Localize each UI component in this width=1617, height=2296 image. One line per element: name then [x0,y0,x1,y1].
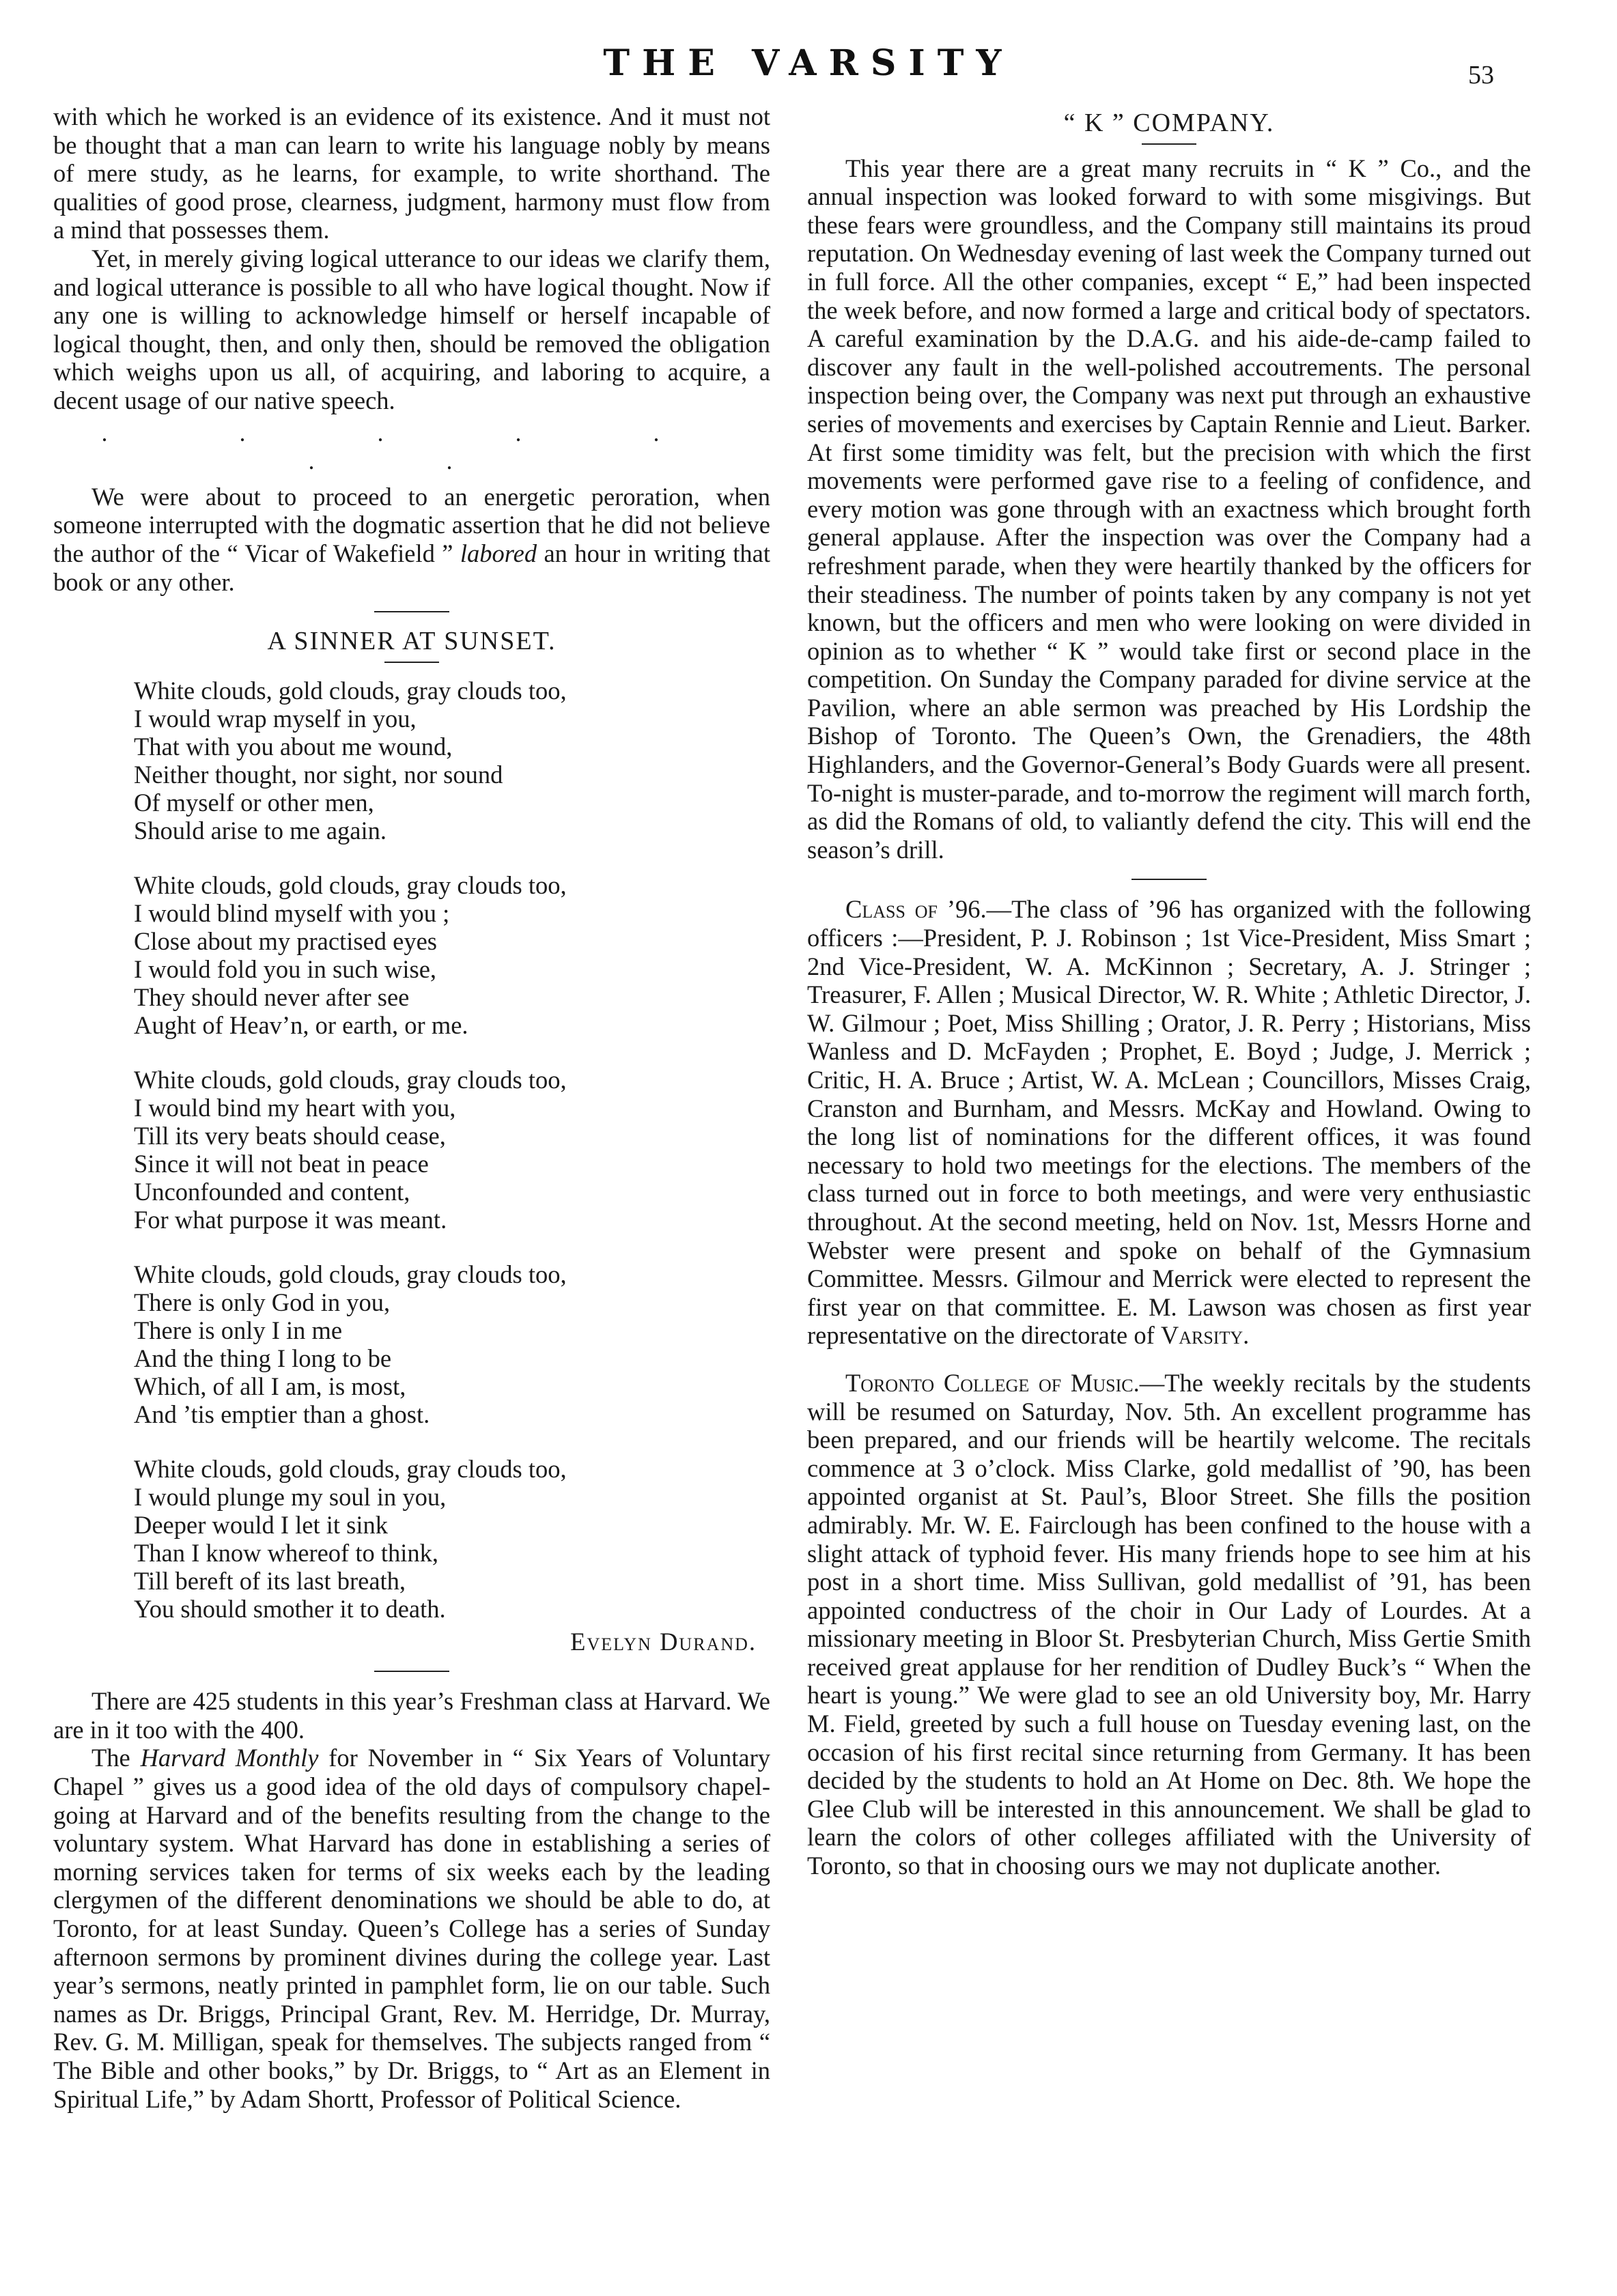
left-column [53,102,770,2113]
masthead: THE VARSITY [603,42,1014,84]
poem [134,677,770,1623]
harvard-paragraph-1: There are 425 students in this year’s Freshman class at Harvard. We are in it too with the 400. [53,1687,770,1744]
right-column [807,102,1531,1880]
divider [374,1671,449,1672]
intro-paragraph-2: Yet, in merely giving logical utterance to our ideas we clarify them, and logical utterance is possible to all who have logical thought. Now if any one is willing to acknowledge himself or herself incapable of logical thought, then, and only then, should be removed the obligation which weighs upon us all, of acquiring, and laboring to acquire, a decent usage of our native speech. [53,244,770,414]
poem-title: A SINNER AT SUNSET. [267,627,557,656]
stanza-1: White clouds, gold clouds, gray clouds too, I would wrap myself in you, That with you about me wound, Neither thought, nor sight, nor sound Of myself or other men, Should arise to me again. [134,676,567,845]
harvard-paragraph-2: The Harvard Monthly for November in “ Six Years of Voluntary Chapel ” gives us a good idea of the old days of compulsory chapel-going at Harvard and of the benefits resulting from the change to the voluntary system. What Harvard has done in establishing a series of morning services taken for terms of six weeks each by the leading clergymen of the different denominations we should be able to do, at Toronto, for at least Sunday. Queen’s College has a series of Sunday afternoon sermons by prominent divines during the college year. Last year’s sermons, neatly printed in pamphlet form, lie on our table. Such names as Dr. Briggs, Principal Grant, Rev. M. Herridge, Dr. Murray, Rev. G. M. Milligan, speak for themselves. The subjects ranged from “ The Bible and other books,” by Dr. Briggs, to “ Art as an Element in Spiritual Life,” by Adam Shortt, Professor of Political Science. [53,1744,771,2113]
college-of-music-paragraph: Toronto College of Music.—The weekly recitals by the students will be resumed on Saturday, Nov. 5th. An excellent programme has been prepared, and our friends will be heartily welcome. The recitals commence at 3 o’clock. Miss Clarke, gold medallist of ’90, has been appointed organist at St. Paul’s, Bloor Street. She fills the position admirably. Mr. W. E. Fairclough has been confined to the house with a slight attack of typhoid fever. His many friends hope to see him at his post in a short time. Miss Sullivan, gold medallist of ’91, has been appointed conductress of the choir in Our Lady of Lourdes. At a missionary meeting in Bloor St. Presbyterian Church, Miss Gertie Smith received great applause for her rendition of Dudley Buck’s “ When the heart is young.” We were glad to see an old University boy, Mr. Harry M. Field, greeted by such a full house on Tuesday evening last, on the occasion of his first recital since returning from Germany. It has been decided by the students to hold an At Home on Dec. 8th. We hope the Glee Club will be interested in this announcement. We shall be glad to learn the colors of other colleges affiliated with the University of Toronto, so that in choosing ours we may not duplicate another. [807,1368,1531,1880]
title-rule [1142,143,1196,145]
intro-paragraph-1: with which he worked is an evidence of its existence. And it must not be thought that a man can learn to write his language nobly by means of mere study, as he learns, for example, to write shorthand. The qualities of good prose, clearness, judgment, harmony must flow from a mind that possesses them. [53,102,770,244]
divider [1131,879,1207,880]
poem-author: Evelyn Durand. [570,1627,757,1656]
k-company-body: This year there are a great many recruits in “ K ” Co., and the annual inspection was looked forward to with some misgivings. But these fears were groundless, and the Company still maintains its proud reputation. On Wednesday evening of last week the Company turned out in full force. All the other companies, except “ E,” had been inspected the week before, and now formed a large and critical body of spectators. A careful examination by the D.A.G. and his aide-de-camp failed to discover any fault in the well-polished accoutrements. The personal inspection being over, the Company was next put through an exhaustive series of movements and exercises by Captain Rennie and Lieut. Barker. At first some timidity was felt, but the precision with which the first movements were performed gave rise to a feeling of confidence, and every motion was gone through with an exactness which brought forth general applause. After the inspection was over the Company had a refreshment parade, when they were heartily thanked by the officers for their steadiness. The number of points taken by any company is not yet known, but the officers and men who were looking on were divided in opinion as to whether “ K ” would take first or second place in the competition. On Sunday the Company paraded for divine service at the Pavilion, where an able sermon was preached by His Lordship the Bishop of Toronto. The Queen’s Own, the Grenadiers, the 48th Highlanders, and the Governor-General’s Body Guards were all present. To-night is muster-parade, and to-morrow the regiment will march forth, as did the Romans of old, to valiantly defend the city. This will end the season’s drill. [807,154,1531,864]
page-number: 53 [1468,61,1494,89]
closing-paragraph: We were about to proceed to an energetic peroration, when someone interrupted with the dogmatic assertion that he did not believe the author of the “ Vicar of Wakefield ” labored an hour in writing that book or any other. [53,482,771,596]
title-rule [384,662,439,663]
stanza-3: White clouds, gold clouds, gray clouds too, I would bind my heart with you, Till its very beats should cease, Since it will not beat in peace Unconfounded and content, For what purpose it was meant. [134,1065,567,1234]
stanza-5: White clouds, gold clouds, gray clouds too, I would plunge my soul in you, Deeper would I let it sink Than I know whereof to think, Till bereft of its last breath, You should smother it to death. [134,1454,567,1623]
class-of-96-paragraph: Class of ’96.—The class of ’96 has organized with the following officers :—President, P. J. Robinson ; 1st Vice-President, Miss Smart ; 2nd Vice-President, W. A. McKinnon ; Secretary, A. J. Stringer ; Treasurer, F. Allen ; Musical Director, W. R. White ; Athletic Director, J. W. Gilmour ; Poet, Miss Shilling ; Orator, J. R. Perry ; Historians, Miss Wanless and D. McFayden ; Prophet, E. Boyd ; Judge, J. Merrick ; Critic, H. A. Bruce ; Artist, W. A. McLean ; Councillors, Misses Craig, Cranston and Burnham, and Messrs. McKay and Howland. Owing to the long list of nominations for the different offices, it was found necessary to hold two meetings for the elections. The members of the class turned out in force to both meetings, and were very enthusiastic throughout. At the second meeting, held on Nov. 1st, Messrs Horne and Webster were present and spoke on behalf of the Gymnasium Committee. Messrs. Gilmour and Merrick were elected to represent the first year on that committee. E. M. Lawson was chosen as first year representative on the directorate of Varsity. [807,895,1531,1350]
section-dots: . . . . . . . [101,419,722,475]
divider [374,611,449,612]
stanza-4: White clouds, gold clouds, gray clouds too, There is only God in you, There is only I in me And the thing I long to be Which, of all I am, is most, And ’tis emptier than a ghost. [134,1260,567,1428]
stanza-2: White clouds, gold clouds, gray clouds too, I would blind myself with you ; Close about my practised eyes I would fold you in such wise, They should never after see Aught of Heav’n, or earth, or me. [134,870,567,1039]
k-company-title: “ K ” COMPANY. [1063,109,1275,137]
